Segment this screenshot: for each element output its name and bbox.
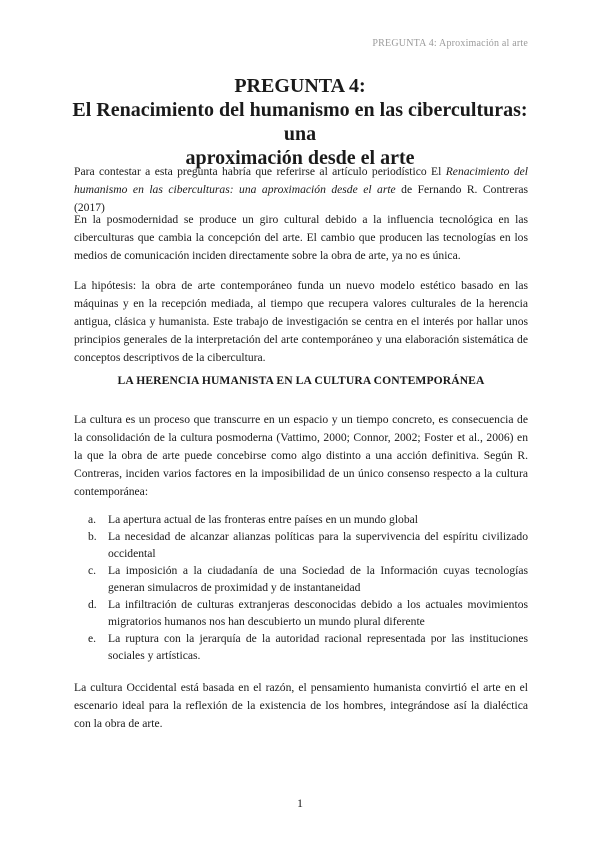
paragraph-text: La cultura es un proceso que transcurre en un espacio y un tiempo concreto, es consecuencia de la consolidación de la cultura posmoderna (Vattimo, 2000; Connor, 2002; Foster et al., 2006) en la que la obra de arte puede concebirse como algo distinto a una acción definitiva. Según R. Contreras, inciden varios factores en la imposibilidad de un único consenso respecto a la cultura contemporánea:: [74, 413, 528, 498]
paragraph-text: La cultura Occidental está basada en el razón, el pensamiento humanista convirtió el arte en el escenario ideal para la reflexión de la existencia de los hombres, integrándose así la dialéctica con la obra de arte.: [74, 681, 528, 730]
list-item: [88, 562, 528, 596]
list-item: [88, 528, 528, 562]
list-marker: b.: [88, 530, 97, 543]
list-marker: d.: [88, 598, 97, 611]
list-marker: c.: [88, 564, 97, 577]
list-item-text: La apertura actual de las fronteras entre países en un mundo global: [108, 513, 419, 526]
paragraph-conclusion: [74, 679, 528, 733]
paragraph-postmodernity: [74, 211, 528, 265]
list-marker: a.: [88, 513, 97, 526]
intro-text-after: de Fernando R. Contreras (2017): [74, 183, 528, 214]
page-number: 1: [297, 796, 303, 810]
title-line-3: aproximación desde el arte: [185, 147, 415, 169]
list-item-text: La necesidad de alcanzar alianzas políticas para la supervivencia del espíritu civilizado occidental: [108, 530, 528, 560]
list-item: [88, 596, 528, 630]
article-title: Renacimiento del humanismo en las ciberculturas: una aproximación desde el arte: [74, 165, 528, 196]
intro-paragraph: [74, 163, 528, 217]
section-heading: LA HERENCIA HUMANISTA EN LA CULTURA CONTEMPORÁNEA: [117, 374, 485, 387]
list-item-text: La infiltración de culturas extranjeras desconocidas debido a los actuales movimientos migratorios humanos nos han descubierto un mundo plural diferente: [108, 598, 528, 628]
factors-list: [88, 511, 528, 664]
list-item-text: La imposición a la ciudadanía de una Sociedad de la Información cuyas tecnologías generan simulacros de proximidad y de instantaneidad: [108, 564, 528, 594]
title-line-2: El Renacimiento del humanismo en las ciberculturas: una: [72, 99, 528, 145]
paragraph-text: La hipótesis: la obra de arte contemporáneo funda un nuevo modelo estético basado en las máquinas y en la recepción mediada, al tiempo que recupera valores culturales de la herencia antigua, clásica y humanista. Este trabajo de investigación se centra en el interés por hallar unos principios generales de la interpretación del arte contemporáneo y una elaboración sistemática de conceptos descriptivos de la cibercultura.: [74, 279, 528, 364]
running-header: PREGUNTA 4: Aproximación al arte: [372, 38, 528, 49]
paragraph-hypothesis: [74, 277, 528, 367]
paragraph-culture: [74, 411, 528, 501]
list-item-text: La ruptura con la jerarquía de la autoridad racional representada por las instituciones sociales y artísticas.: [108, 632, 528, 662]
list-item: [88, 630, 528, 664]
list-marker: e.: [88, 632, 97, 645]
intro-text-before: Para contestar a esta pregunta habría que referirse al artículo periodístico El: [74, 165, 446, 178]
title-line-1: PREGUNTA 4:: [234, 75, 366, 97]
list-item: [88, 511, 528, 528]
page-title: [60, 74, 540, 170]
paragraph-text: En la posmodernidad se produce un giro cultural debido a la influencia tecnológica en las ciberculturas que cambia la concepción del arte. El cambio que producen las tecnologías en los medios de comunicación inciden directamente sobre la obra de arte, ya no es única.: [74, 213, 528, 262]
